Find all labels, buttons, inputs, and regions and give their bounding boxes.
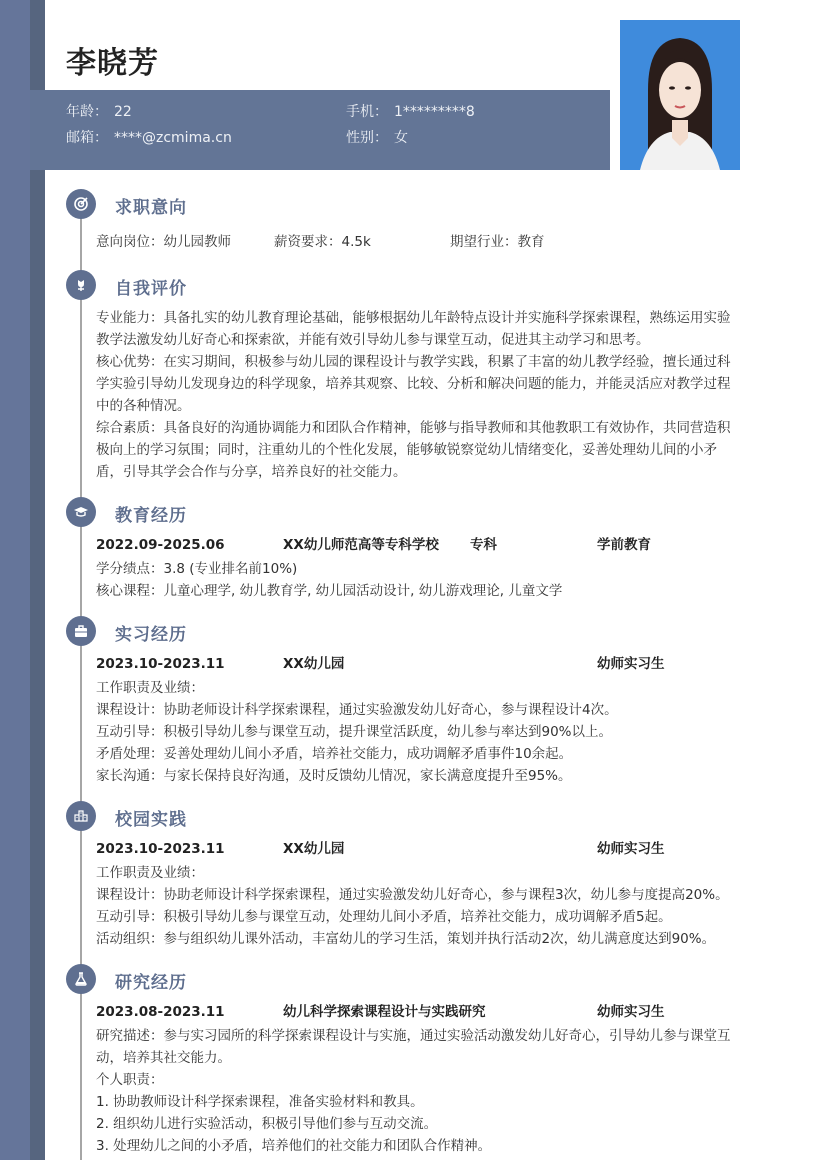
gender-info: 性别： 女 [346, 130, 408, 146]
timeline-line [80, 204, 82, 1160]
portrait-icon [620, 20, 740, 170]
candidate-name: 李晓芳 [66, 46, 159, 81]
self-eval-text: 专业能力：具备扎实的幼儿教育理论基础，能够根据幼儿年龄特点设计并实施科学探索课程，熟练运用实验 教学法激发幼儿好奇心和探索欲，并能有效引导幼儿参与课堂互动，促进其主动学习和思考。 核心优势：在实习期间，积极参与幼儿园的课程设计与教学实践，积累了丰富的幼儿教学经验，擅长通过科 学实验引导幼儿发现身边的科学现象，培养其观察、比较、分析和解决问题的能力，并能灵活应对教学过程 中的各种情况。 综合素质：具备良好的沟通协调能力和团队合作精神，能够与指导教师和其他教职工有效协作，共同营造积 极向上的学习氛围；同时，注重幼儿的个性化发展，能够敏锐察觉幼儿情绪变化，妥善处理幼儿间的小矛 盾，引导其学会合作与分享，培养良好的社交能力。 [96, 310, 731, 480]
intent-salary: 薪资要求：4.5k [274, 234, 371, 250]
intent-industry: 期望行业：教育 [450, 234, 545, 250]
section-title-self-eval: 自我评价 [115, 279, 187, 299]
research-date: 2023.08-2023.11 [96, 1004, 225, 1020]
left-stripe-inner [30, 0, 45, 1160]
edu-details: 学分绩点：3.8 (专业排名前10%) 核心课程：儿童心理学, 幼儿教育学, 幼儿园活动设计, 幼儿游戏理论, 儿童文学 [96, 561, 563, 599]
campus-details: 工作职责及业绩： 课程设计：协助老师设计科学探索课程，通过实验激发幼儿好奇心，参与课程3次，幼儿参与度提高20%。 互动引导：积极引导幼儿参与课堂互动，处理幼儿间小矛盾，培养社交能力，成功调解矛盾5起。 活动组织：参与组织幼儿课外活动，丰富幼儿的学习生活，策划并执行活动2次，幼儿满意度达到90%。 [96, 865, 729, 947]
age-info: 年龄： 22 [66, 104, 132, 120]
research-role: 幼师实习生 [597, 1004, 665, 1020]
email-info: 邮箱： ****@zcmima.cn [66, 130, 232, 146]
section-title-research: 研究经历 [115, 973, 187, 993]
research-project: 幼儿科学探索课程设计与实践研究 [283, 1004, 486, 1020]
campus-org: XX幼儿园 [283, 841, 345, 857]
intent-position: 意向岗位：幼儿园教师 [96, 234, 231, 250]
section-title-campus: 校园实践 [115, 810, 187, 830]
graduation-cap-icon [66, 497, 96, 527]
section-title-internship: 实习经历 [115, 625, 187, 645]
edu-school: XX幼儿师范高等专科学校 [283, 537, 439, 553]
intern-org: XX幼儿园 [283, 656, 345, 672]
target-icon [66, 189, 96, 219]
campus-role: 幼师实习生 [597, 841, 665, 857]
research-details: 研究描述：参与实习园所的科学探索课程设计与实施，通过实验活动激发幼儿好奇心，引导幼儿参与课堂互 动，培养其社交能力。 个人职责： 1. 协助教师设计科学探索课程，准备实验材料和教具。 2. 组织幼儿进行实验活动，积极引导他们参与互动交流。 3. 处理幼儿之间的小矛盾，培养他们的社交能力和团队合作精神。 [96, 1028, 731, 1154]
edu-major: 学前教育 [597, 537, 651, 553]
briefcase-icon [66, 616, 96, 646]
contact-banner [30, 90, 610, 170]
intern-role: 幼师实习生 [597, 656, 665, 672]
intern-date: 2023.10-2023.11 [96, 656, 225, 672]
section-title-education: 教育经历 [115, 506, 187, 526]
flask-icon [66, 964, 96, 994]
campus-date: 2023.10-2023.11 [96, 841, 225, 857]
section-title-intent: 求职意向 [115, 198, 187, 218]
profile-photo [620, 20, 740, 170]
flower-icon [66, 270, 96, 300]
school-building-icon [66, 801, 96, 831]
intern-details: 工作职责及业绩： 课程设计：协助老师设计科学探索课程，通过实验激发幼儿好奇心，参与课程设计4次。 互动引导：积极引导幼儿参与课堂互动，提升课堂活跃度，幼儿参与率达到90%以上。 矛盾处理：妥善处理幼儿间小矛盾，培养社交能力，成功调解矛盾事件10余起。 家长沟通：与家长保持良好沟通，及时反馈幼儿情况，家长满意度提升至95%。 [96, 680, 618, 784]
left-stripe-outer [0, 0, 30, 1160]
edu-degree: 专科 [470, 537, 497, 553]
edu-date: 2022.09-2025.06 [96, 537, 225, 553]
phone-info: 手机： 1*********8 [346, 104, 475, 120]
